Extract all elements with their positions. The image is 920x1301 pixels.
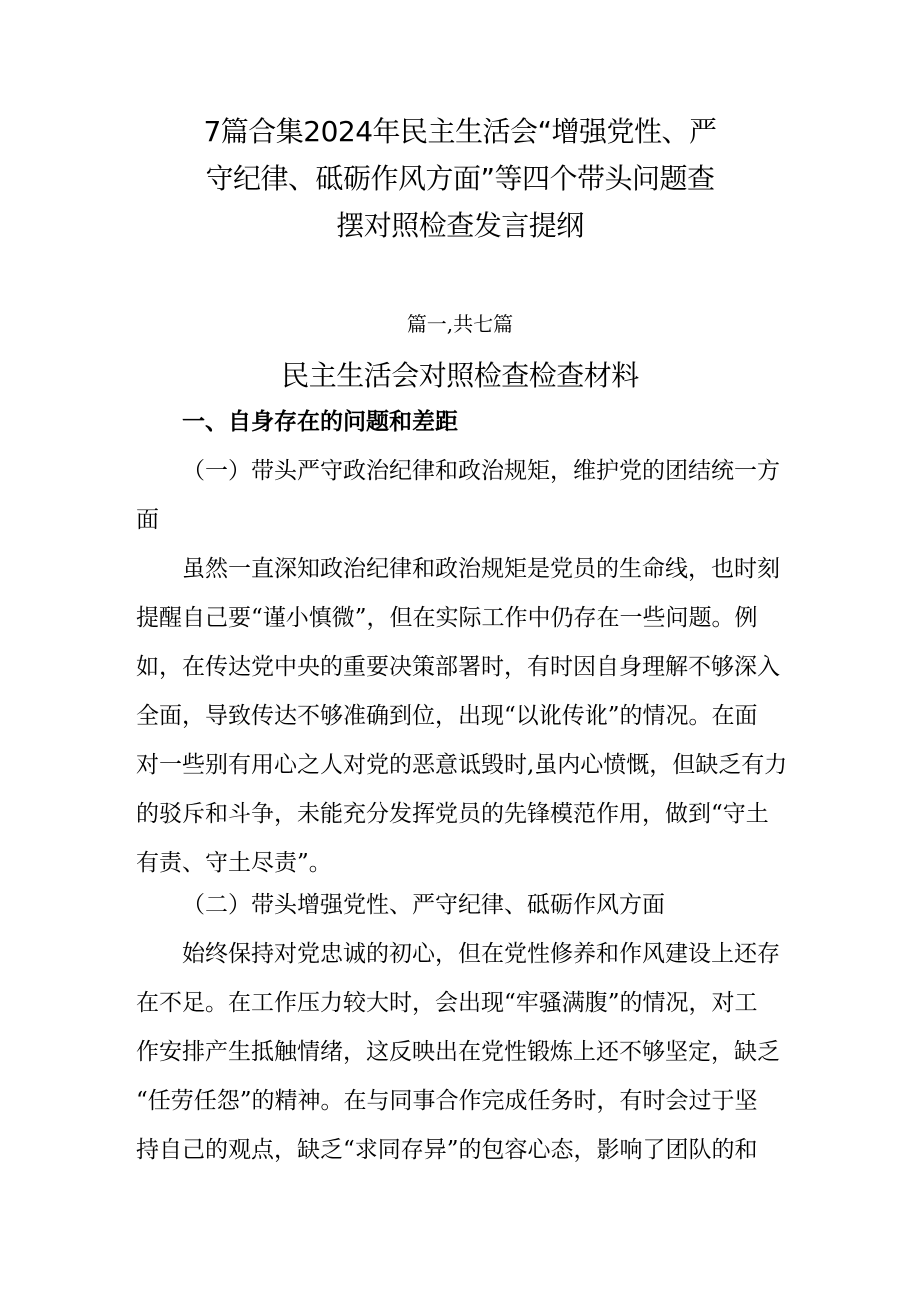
- paragraph-line: 有责、守土尽责”。: [136, 850, 332, 876]
- title-line: 守纪律、砥砺作风方面”等四个带头问题查: [205, 162, 715, 195]
- paragraph-line: 持自己的观点，缺乏“求同存异”的包容心态，影响了团队的和: [136, 1137, 758, 1163]
- title-line: 摆对照检查发言提纲: [336, 209, 584, 242]
- section-label: 篇一,共七篇: [406, 312, 514, 336]
- heading-problems: 一、自身存在的问题和差距: [182, 409, 458, 435]
- subheading-party-spirit: （二）带头增强党性、严守纪律、砥砺作风方面: [182, 892, 665, 918]
- paragraph-line: 作安排产生抵触情绪，这反映出在党性锻炼上还不够坚定，缺乏: [136, 1039, 780, 1065]
- paragraph-line: 如，在传达党中央的重要决策部署时，有时因自身理解不够深入: [136, 654, 780, 680]
- subheading-political-discipline: （一）带头严守政治纪律和政治规矩，维护党的团结统一方: [182, 458, 780, 484]
- paragraph-line: 始终保持对党忠诚的初心，但在党性修养和作风建设上还存: [182, 941, 780, 967]
- paragraph-line: 对一些别有用心之人对党的恶意诋毁时,虽内心愤慨，但缺乏有力: [136, 752, 788, 778]
- paragraph-line: 提醒自己要“谨小慎微”，但在实际工作中仍存在一些问题。例: [136, 605, 758, 631]
- paragraph-line: 的驳斥和斗争，未能充分发挥党员的先锋模范作用，做到“守土: [136, 801, 769, 827]
- paragraph-line: “任劳任怨”的精神。在与同事合作完成任务时，有时会过于坚: [136, 1088, 758, 1114]
- subheading-political-discipline-continued: 面: [136, 507, 159, 533]
- section-heading: 民主生活会对照检查检查材料: [281, 359, 639, 392]
- paragraph-line: 全面，导致传达不够准确到位，出现“以讹传讹”的情况。在面: [136, 703, 758, 729]
- document-title: [150, 108, 770, 249]
- title-line: 7篇合集2024年民主生活会“增强党性、严: [203, 115, 717, 148]
- paragraph-line: 虽然一直深知政治纪律和政治规矩是党员的生命线，也时刻: [182, 556, 780, 582]
- paragraph-line: 在不足。在工作压力较大时，会出现“牢骚满腹”的情况，对工: [136, 990, 758, 1016]
